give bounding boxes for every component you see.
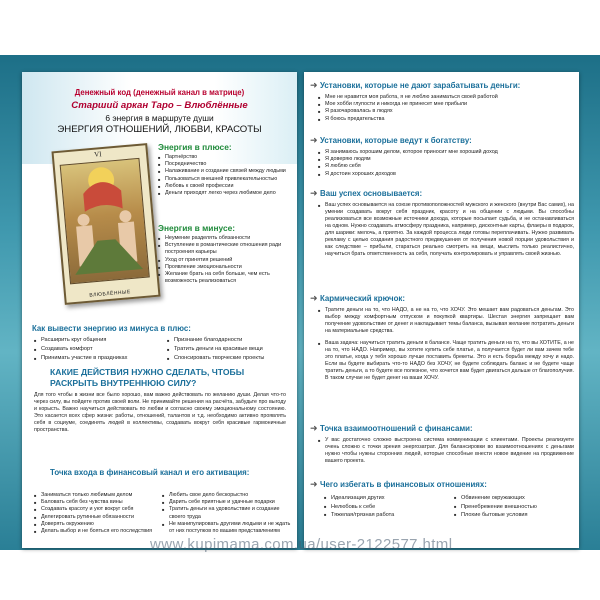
howto-heading: Как вывести энергию из минуса в плюс: — [32, 324, 191, 333]
arrow-right-icon: ➜ — [310, 293, 318, 303]
list-item: ■ Признание благодарности — [167, 336, 295, 345]
list-item: ■ Создавать комфорт — [34, 345, 154, 354]
list-item: ■ Налаживание и создание связей между людьми — [158, 168, 294, 175]
list-item — [318, 202, 574, 258]
block6-list-right — [454, 494, 576, 520]
block5-list — [318, 437, 574, 465]
block5-heading: Точка взаимоотношений с финансами: — [320, 424, 473, 433]
left-page — [22, 72, 297, 548]
list-item: ■ Пренебрежение внешностью — [454, 503, 576, 512]
list-item: ■ Обвинение окружающих — [454, 494, 576, 503]
list-item: ■ Уход от принятия решений — [158, 257, 294, 264]
list-item: ■ Я занимаюсь хорошим делом, которое приносит мне хороший доход — [318, 149, 574, 156]
list-item: ■ Идеализация других — [324, 494, 444, 503]
arrow-right-icon: ➜ — [310, 135, 318, 145]
block6-heading: Чего избегать в финансовых отношениях: — [320, 480, 487, 489]
block3-text: ■ Ваш успех основывается на союзе противоположностей мужского и женского (внутри Вас самих), на умении создавать вокруг себя праздник, красоту и на общении с людьми. Вы способны реализоваться все возможные источники дохода, которые посылает судьба, и не останавливаться на одном. Нужно создавать атмосферу праздника, например, дисконтные карты, флаеры в подарок, для шарики: мелочь, а приятно. За каждой процесса люди готовы переплачивать. Нужно развивать рекламу с целью создания радостного предвкушения от получения новой порции удовольствия и как следствие – прибыли, стараться реально смотреть на вещи, мыслить только реалистично, научиться брать ответственность за себя, получать контролировать и управлять своей жизнью. — [325, 202, 574, 257]
energy-subtitle: 6 энергия в маршруте души — [105, 113, 214, 123]
list-item: ■ Проявление эмоциональности — [158, 264, 294, 271]
arrow-right-icon: ➜ — [310, 80, 318, 90]
list-item: ■ Создавать красоту и уют вокруг себя — [34, 506, 156, 513]
block2-heading: Установки, которые ведут к богатству: — [320, 136, 472, 145]
list-item: ■ Принимать участие в праздниках — [34, 354, 154, 363]
howto-list-right — [167, 336, 295, 363]
list-item: ■ Я достоин хороших доходов — [318, 171, 574, 178]
list-item: ■ Нелюбовь к себе — [324, 503, 444, 512]
card-number: VI — [93, 150, 102, 159]
card-name: ВЛЮБЛЁННЫЕ — [89, 289, 132, 299]
energy-minus-heading: Энергия в минусе: — [158, 223, 236, 233]
list-item: ■ Расширить круг общения — [34, 336, 154, 345]
list-item: ■ Плохие бытовые условия — [454, 511, 576, 520]
list-item: ■ Я боюсь предательства — [318, 116, 574, 123]
arrow-right-icon: ➜ — [310, 479, 318, 489]
list-item: ■ Спонсировать творческие проекты — [167, 354, 295, 363]
list-item: ■ Делегировать рутинные обязанности — [34, 514, 156, 521]
list-item: ■ Я доверяю людям — [318, 156, 574, 163]
list-item — [318, 307, 574, 335]
howto-list-left — [34, 336, 154, 363]
list-item: ■ Тратить деньги на красивые вещи — [167, 345, 295, 354]
money-code-title: Денежный код (денежный канал в матрице) — [74, 88, 245, 97]
list-item — [318, 437, 574, 465]
list-item — [318, 340, 574, 382]
watermark: www.kupimama.com.ua/user-2122577.html — [150, 536, 453, 553]
list-item: ■ Желание брать на себя больше, чем есть возможность реализоваться — [158, 271, 294, 285]
block2-list — [318, 149, 574, 178]
list-item: ■ Неумение разделять обязанности — [158, 235, 294, 242]
block4-text2: ■ Ваша задача: научиться тратить деньги в балансе. Чаще тратить деньги на то, что вы ХОТИТЕ, а не на то, что НАДО. Например, вы хотите купить себе платье, а получается будет ли вам зачем тебе это платье, когда у тебя хорошо лучше поставить брекеты. Это и есть борьба между хочу и надо. Если вы будете выбирать что-то НАДО без ХОЧУ, не будете соблюдать баланс и не будете чаще тратить деньги, а то будете все полезное, что хочется вам будет двигаться дальше от благополучия. В таком случае не будет денег на ваши ХОЧУ. — [325, 340, 574, 381]
actions-text: Для того чтобы в жизни все было хорошо, вам важно действовать по желанию души. Делая что-то через силу, вы пойдете против своей воли. Не принимайте решения на расчёта, забудьте про выгоду и корысть. Важно научиться действовать по любви и согласно своему эмоциональному состоянию. Это касается всех сфер жизни: работы, отношений, талантов и т.д. необходимо активно проявлять себя в социуме, соединять людей в коллективы, создавать вокруг себя красивые гармоничные пространства. — [34, 392, 286, 433]
block5-text: ■ У вас достаточно сложно выстроена система коммуникации с клиентами. Проекты реализуете очень сложно с точки зрения энергозатрат. Для балансировки во взаимоотношениях с деньгами нужно чтобы нужны сторонних людей, которые способные внести новое видение на продвижение вашего проекта. — [325, 437, 574, 464]
list-item: ■ Заниматься только любимым делом — [34, 492, 156, 499]
entry-list-right — [162, 492, 294, 535]
block3-heading: Ваш успех основывается: — [320, 189, 423, 198]
energy-minus-list — [158, 235, 294, 285]
tarot-card-image — [51, 143, 160, 305]
block3-list — [318, 202, 574, 258]
arrow-right-icon: ➜ — [310, 423, 318, 433]
list-item: ■ Вступление в романтические отношения ради построения карьеры — [158, 242, 294, 256]
list-item: ■ Мне не нравится моя работа, я не люблю заниматься своей работой — [318, 94, 574, 101]
list-item: ■ Партнёрство — [158, 154, 294, 161]
card-artwork — [60, 158, 150, 285]
block6-list-left — [324, 494, 444, 520]
block1-heading: Установки, которые не дают зарабатывать деньги: — [320, 81, 521, 90]
list-item: ■ Тратить деньги на удовольствие и создание своего труда — [162, 506, 294, 520]
arrow-right-icon: ➜ — [310, 188, 318, 198]
list-item: ■ Доверять окружению — [34, 521, 156, 528]
list-item: ■ Я разочаровалась в людях — [318, 108, 574, 115]
list-item: ■ Мое хобби глупости и никогда не принесет мне прибыли — [318, 101, 574, 108]
list-item: ■ Любить свое дело бескорыстно — [162, 492, 294, 499]
energy-plus-list — [158, 154, 294, 197]
list-item: ■ Деньги приходят легко через любимое дело — [158, 190, 294, 197]
entry-heading: Точка входа в финансовый канал и его активация: — [50, 468, 250, 477]
list-item: ■ Пользоваться внешней привлекательностью — [158, 176, 294, 183]
list-item: ■ Не манипулировать другими людьми и не ждать от них поступков по вашим представлениям — [162, 521, 294, 535]
list-item: ■ Я люблю себя — [318, 163, 574, 170]
actions-heading: КАКИЕ ДЕЙСТВИЯ НУЖНО СДЕЛАТЬ, ЧТОБЫ РАСКРЫТЬ ВНУТРЕННЮЮ СИЛУ? — [50, 367, 245, 388]
arcana-title: Старший аркан Таро – Влюблённые — [71, 100, 248, 111]
entry-list-left — [34, 492, 156, 535]
block1-list — [318, 94, 574, 123]
list-item: ■ Баловать себя без чувства вины — [34, 499, 156, 506]
list-item: ■ Тяжелая/грязная работа — [324, 511, 444, 520]
energy-plus-heading: Энергия в плюсе: — [158, 142, 232, 152]
block4-text1: ■ Тратите деньги на то, что НАДО, а не на то, что ХОЧУ. Это мешает вам радоваться деньгам. Это выбор между комфортным отпуском и покупкой квартиры. Шестая энергия запрещает вам получение удовольствие от денег и накладывает темы баланса, вызывая желание потратить деньги на материальные средства. — [325, 307, 574, 334]
lovers-illustration-icon — [61, 159, 149, 283]
block4-list — [318, 307, 574, 382]
list-item: ■ Дарить себе приятные и удачные подарки — [162, 499, 294, 506]
energy-caption: ЭНЕРГИЯ ОТНОШЕНИЙ, ЛЮБВИ, КРАСОТЫ — [57, 124, 262, 135]
list-item: ■ Делать выбор и не бояться его последствия — [34, 528, 156, 535]
right-page — [304, 72, 579, 548]
list-item: ■ Любовь к своей профессии — [158, 183, 294, 190]
list-item: ■ Посредничество — [158, 161, 294, 168]
block4-heading: Кармический крючок: — [320, 294, 405, 303]
